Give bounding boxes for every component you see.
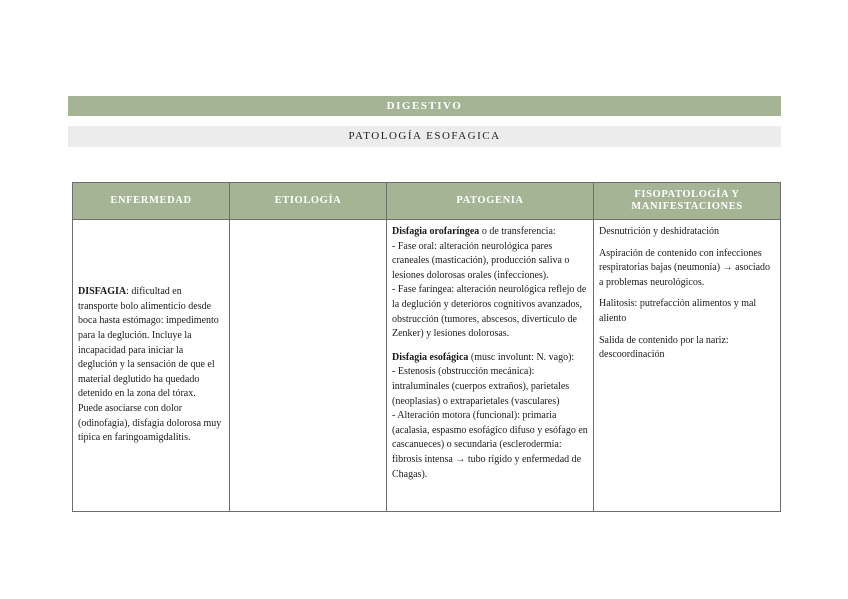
esophageal-title: Disfagia esofágica (392, 351, 469, 363)
disease-note: Puede asociarse con dolor (odinofagia), disfagia dolorosa muy típica en faringoamigdalitis. (78, 402, 222, 444)
section-title-band (68, 96, 781, 116)
section-title: DIGESTIVO (386, 100, 463, 112)
manifestation-item: Salida de contenido por la nariz: descoordinación (599, 334, 729, 361)
stenosis-item: - Estenosis (obstrucción mecánica): intraluminales (cuerpos extraños), parietales (neoplasias) o extraparietales (vasculares) (392, 366, 570, 407)
pharyngeal-phase-item: - Fase faríngea: alteración neurológica reflejo de la deglución y deterioros cognitivos avanzados, obstrucción (tumores, abscesos, divertículo de Zenker) y lesiones dolorosas. (392, 284, 587, 340)
column-header-enfermedad: ENFERMEDAD (73, 183, 230, 220)
table-header-row (73, 183, 781, 220)
column-header-etiologia: ETIOLOGÍA (230, 183, 387, 220)
manifestation-item: Desnutrición y deshidratación (599, 226, 719, 237)
cell-enfermedad (73, 220, 230, 512)
table-row (73, 220, 781, 512)
subsection-title-band (68, 126, 781, 147)
column-header-patogenia: PATOGENIA (387, 183, 594, 220)
disease-description: : dificultad en transporte bolo alimenticio desde boca hasta estómago: impedimento para la deglución. Incluye la incapacidad para iniciar la deglución y la sensación de que el material deglutido ha quedado detenido en la zona del tórax. (78, 286, 219, 400)
cell-fisiopatologia (594, 220, 781, 512)
column-header-fisiopatologia: FISOPATOLOGÍA Y MANIFESTACIONES (594, 183, 781, 220)
pathology-table (72, 182, 781, 512)
motor-alteration-item: - Alteración motora (funcional): primaria (acalasia, espasmo esofágico difuso y esófago en cascanueces) o secundaria (esclerodermia: fibrosis intensa → tubo rígido y enfermedad de Chagas). (392, 410, 588, 480)
disease-term: DISFAGIA (78, 286, 127, 298)
oral-phase-item: - Fase oral: alteración neurológica pares craneales (masticación), producción saliva o lesiones dolorosas orales (infecciones). (392, 240, 570, 281)
oropharyngeal-title: Disfagia orofaríngea (392, 226, 480, 237)
cell-patogenia (387, 220, 594, 512)
oropharyngeal-suffix: o de transferencia: (479, 226, 556, 237)
manifestation-item: Aspiración de contenido con infecciones respiratorias bajas (neumonía) → asociado a problemas neurológicos. (599, 247, 771, 288)
subsection-title: PATOLOGÍA ESOFAGICA (348, 130, 501, 142)
manifestation-item: Halitosis: putrefacción alimentos y mal aliento (599, 298, 757, 324)
cell-etiologia (230, 220, 387, 512)
esophageal-suffix: (musc involunt: N. vago): (468, 351, 575, 363)
